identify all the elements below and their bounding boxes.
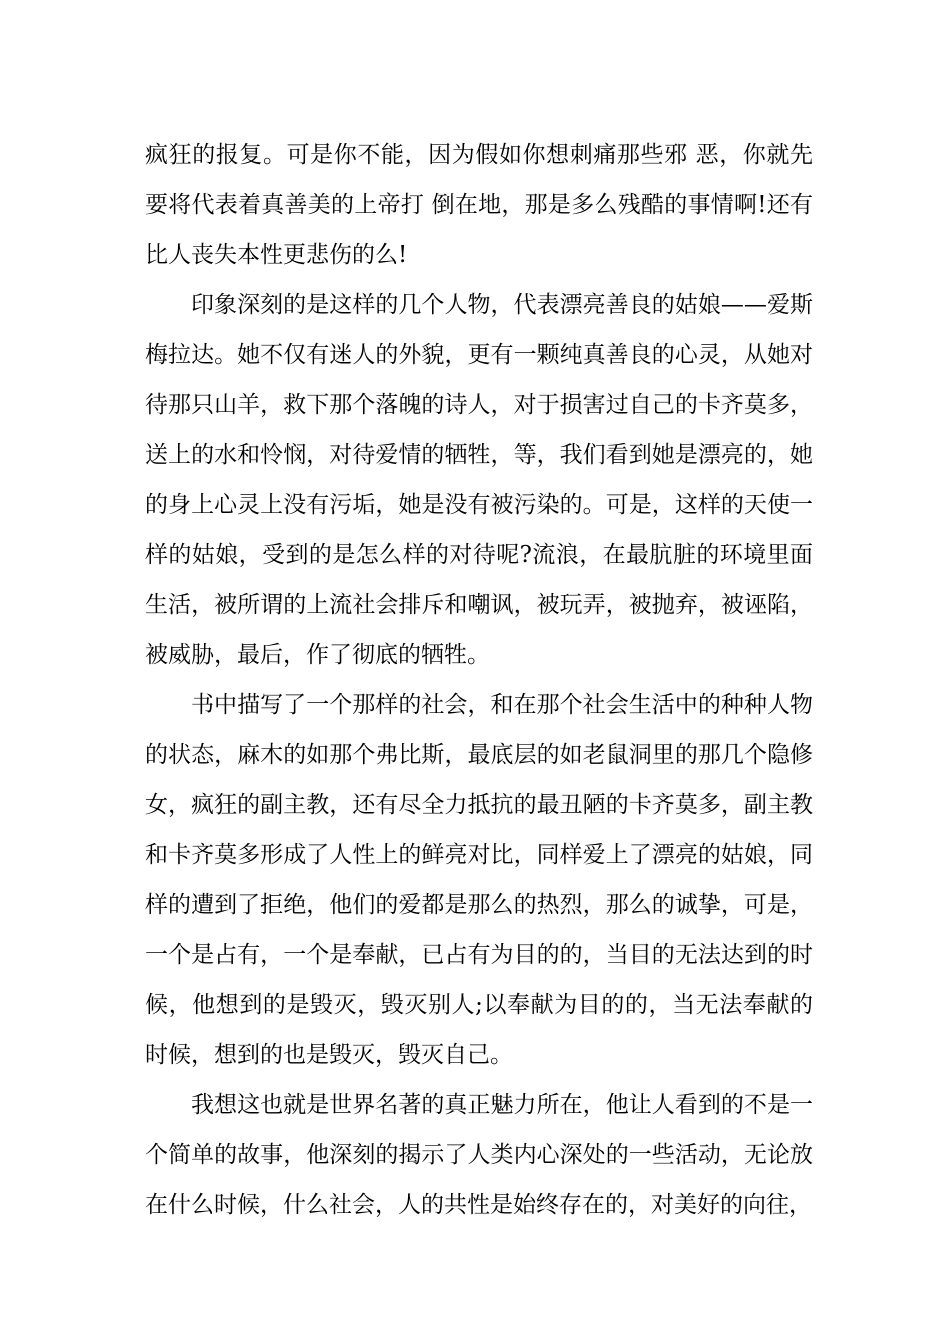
paragraph-continuation: 疯狂的报复。可是你不能，因为假如你想刺痛那些邪 恶，你就先要将代表着真善美的上帝打 倒在地，那是多么残酷的事情啊!还有比人丧失本性更悲伤的么! bbox=[145, 142, 813, 268]
paragraph-esmeralda: 印象深刻的是这样的几个人物，代表漂亮善良的姑娘——爱斯梅拉达。她不仅有迷人的外貌，更有一颗纯真善良的心灵，从她对待那只山羊，救下那个落魄的诗人，对于损害过自己的卡齐莫多，送上的水和怜悯，对待爱情的牺牲，等，我们看到她是漂亮的，她的身上心灵上没有污垢，她是没有被污染的。可是，这样的天使一样的姑娘，受到的是怎么样的对待呢?流浪，在最肮脏的环境里面生活，被所谓的上流社会排斥和嘲讽，被玩弄，被抛弃，被诬陷，被威胁，最后，作了彻底的牺牲。 bbox=[145, 292, 813, 668]
paragraph-masterpiece: 我想这也就是世界名著的真正魅力所在，他让人看到的不是一个简单的故事，他深刻的揭示了人类内心深处的一些活动，无论放在什么时候，什么社会，人的共性是始终存在的，对美好的向往， bbox=[145, 1092, 813, 1218]
body-text bbox=[145, 130, 813, 1230]
paragraph-society: 书中描写了一个那样的社会，和在那个社会生活中的种种人物的状态，麻木的如那个弗比斯，最底层的如老鼠洞里的那几个隐修女，疯狂的副主教，还有尽全力抵抗的最丑陋的卡齐莫多，副主教和卡齐莫多形成了人性上的鲜亮对比，同样爱上了漂亮的姑娘，同样的遭到了拒绝，他们的爱都是那么的热烈，那么的诚挚，可是，一个是占有，一个是奉献，已占有为目的的，当目的无法达到的时候，他想到的是毁灭，毁灭别人;以奉献为目的的，当无法奉献的时候，想到的也是毁灭，毁灭自己。 bbox=[145, 692, 813, 1068]
